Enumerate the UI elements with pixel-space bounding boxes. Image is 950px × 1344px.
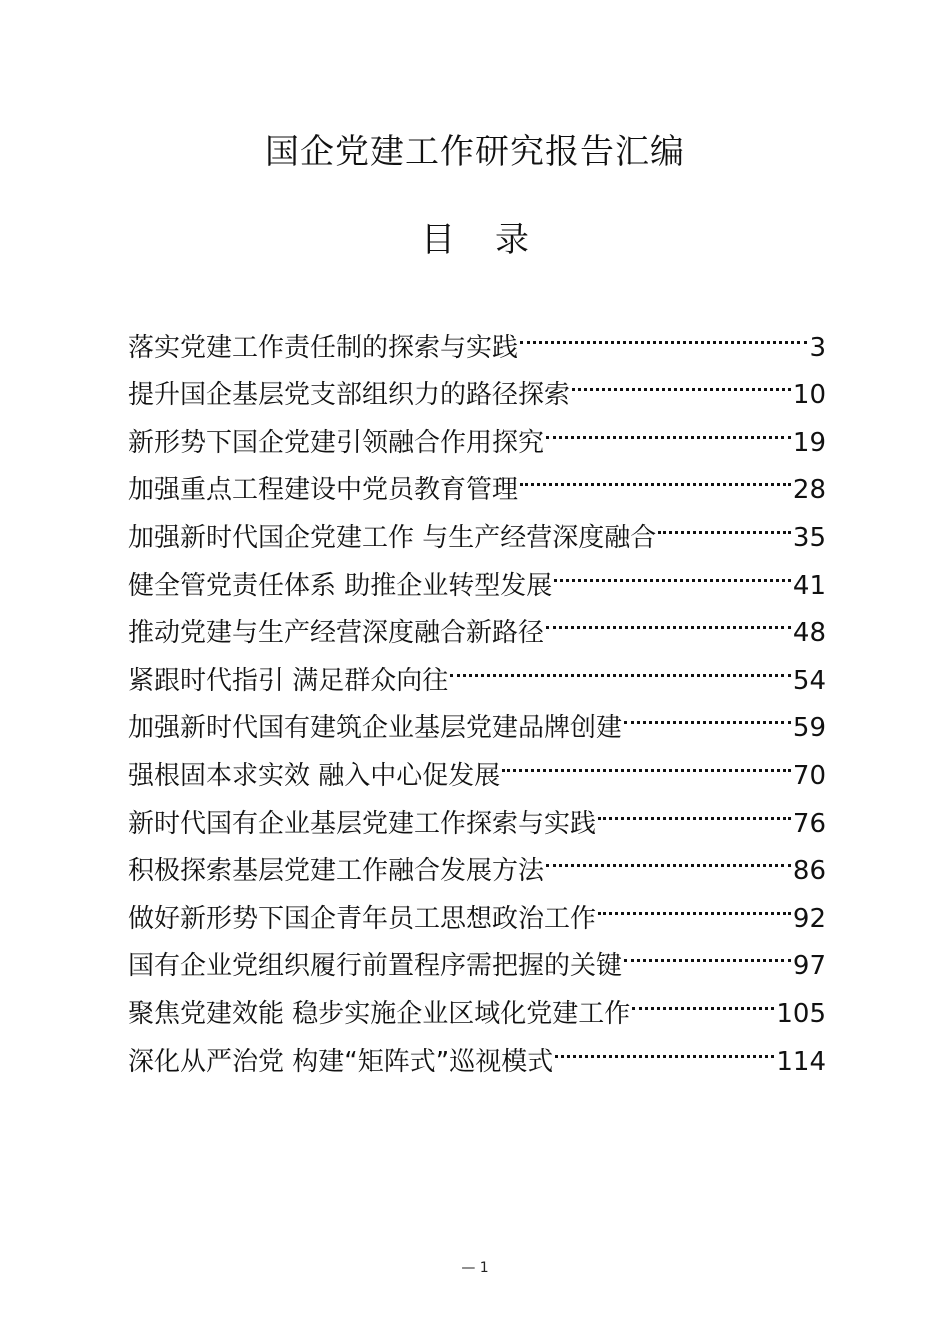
toc-entry-page: 76	[792, 808, 826, 839]
toc-entry-title: 积极探索基层党建工作融合发展方法	[128, 856, 545, 887]
toc-entry-title: 做好新形势下国企青年员工思想政治工作	[128, 903, 597, 934]
toc-entry-title: 强根固本求实效 融入中心促发展	[128, 760, 501, 791]
toc-entry-page: 28	[792, 475, 826, 506]
toc-entry-title: 新形势下国企党建引领融合作用探究	[128, 427, 545, 458]
toc-entry[interactable]	[128, 308, 826, 363]
toc-dot-leader	[520, 451, 791, 499]
toc-entry-title: 紧跟时代指引 满足群众向往	[128, 665, 449, 696]
toc-entry-page: 41	[792, 570, 826, 601]
toc-entry-title: 提升国企基层党支部组织力的路径探索	[128, 380, 571, 411]
toc-entry-title: 落实党建工作责任制的探索与实践	[128, 332, 519, 363]
toc-dot-leader	[572, 356, 791, 404]
toc-entry-title: 新时代国有企业基层党建工作探索与实践	[128, 808, 597, 839]
toc-dot-leader	[546, 403, 791, 451]
toc-dot-leader	[598, 784, 791, 832]
toc-entry-title: 健全管党责任体系 助推企业转型发展	[128, 570, 553, 601]
toc-entry-title: 加强新时代国有建筑企业基层党建品牌创建	[128, 713, 623, 744]
toc-dot-leader	[632, 974, 774, 1022]
toc-entry-page: 114	[776, 1046, 826, 1077]
toc-entry-page: 97	[792, 951, 826, 982]
toc-entry-page: 92	[792, 903, 826, 934]
toc-dot-leader	[598, 879, 791, 927]
toc-entry-page: 48	[792, 618, 826, 649]
toc-heading-char-1: 目	[421, 220, 455, 260]
toc-dot-leader	[555, 1022, 774, 1070]
toc-entry-title: 推动党建与生产经营深度融合新路径	[128, 618, 545, 649]
toc-heading-char-2: 录	[495, 220, 529, 260]
toc-entry-page: 59	[792, 713, 826, 744]
toc-entry-page: 54	[792, 665, 826, 696]
toc-dot-leader	[554, 546, 791, 594]
toc-dot-leader	[546, 594, 791, 642]
toc-entry-title: 国有企业党组织履行前置程序需把握的关键	[128, 951, 623, 982]
document-title: 国企党建工作研究报告汇编	[265, 132, 685, 172]
toc-dot-leader	[658, 498, 791, 546]
toc-entry-page: 19	[792, 427, 826, 458]
toc-entry-page: 10	[792, 380, 826, 411]
toc-entry-title: 加强重点工程建设中党员教育管理	[128, 475, 519, 506]
toc-dot-leader	[624, 689, 791, 737]
toc-entry-page: 3	[809, 332, 826, 363]
toc-dot-leader	[502, 736, 791, 784]
toc-entry-title: 深化从严治党 构建“矩阵式”巡视模式	[128, 1046, 554, 1077]
toc-dot-leader	[624, 927, 791, 975]
toc-dot-leader	[546, 832, 791, 880]
toc-heading	[0, 216, 950, 264]
toc-entry-page: 105	[776, 998, 826, 1029]
toc-list	[128, 308, 826, 1077]
page-number-footer: — 1	[461, 1260, 489, 1276]
toc-entry-page: 35	[792, 522, 826, 553]
toc-entry-page: 86	[792, 856, 826, 887]
toc-entry-page: 70	[792, 760, 826, 791]
toc-dot-leader	[520, 308, 807, 356]
toc-entry-title: 聚焦党建效能 稳步实施企业区域化党建工作	[128, 998, 631, 1029]
toc-dot-leader	[450, 641, 791, 689]
toc-entry-title: 加强新时代国企党建工作 与生产经营深度融合	[128, 522, 657, 553]
